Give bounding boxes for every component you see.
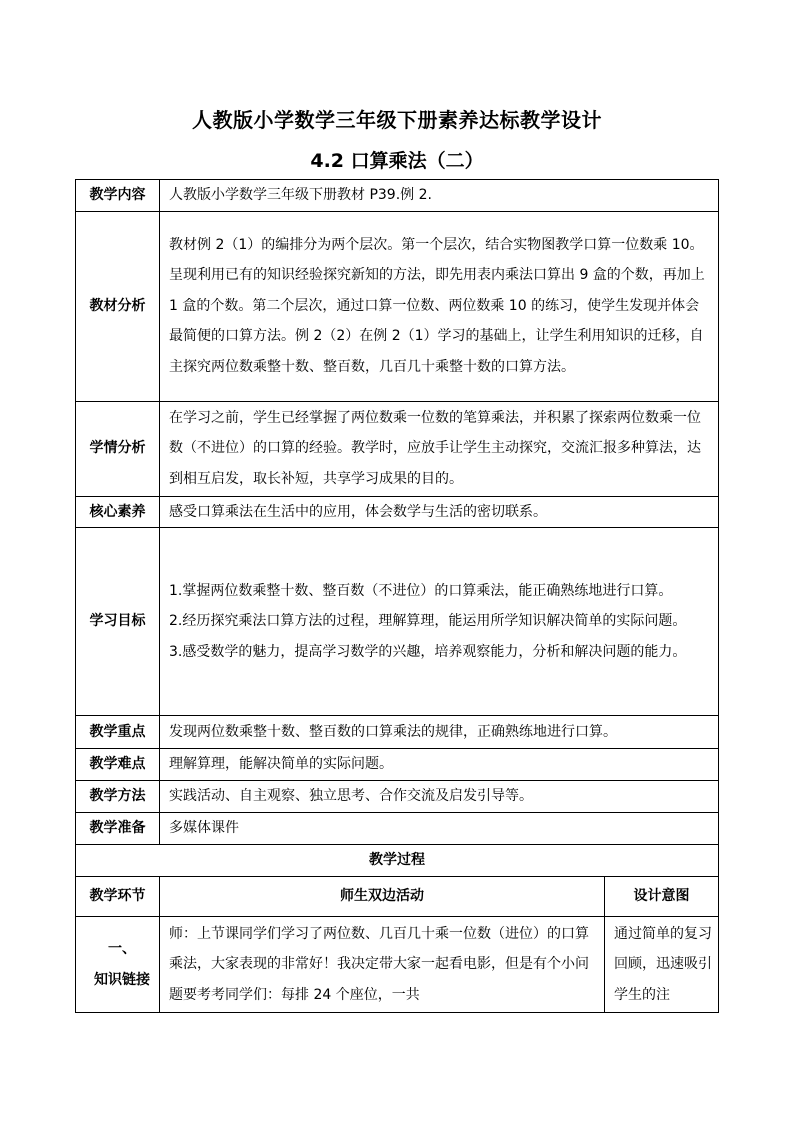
lesson-plan-table — [75, 179, 719, 1013]
value-material-analysis: 教材例 2（1）的编排分为两个层次。第一个层次，结合实物图教学口算一位数乘 10。呈现利用已有的知识经验探究新知的方法，即先用表内乘法口算出 9 盒的个数，再加上 1 盒的个数。第二个层次，通过口算一位数、两位数乘 10 的练习，使学生发现并体会最简便的口算方法。例 2（2）在例 2（1）学习的基础上，让学生利用知识的迁移，自主探究两位数乘整十数、整百数，几百几十乘整十数的口算方法。 — [160, 211, 719, 401]
row-stage-1 — [76, 917, 719, 1013]
learning-goal-item: 3.感受数学的魅力，提高学习数学的兴趣，培养观察能力，分析和解决问题的能力。 — [169, 643, 687, 660]
learning-goal-item: 2.经历探究乘法口算方法的过程，理解算理，能运用所学知识解决简单的实际问题。 — [169, 613, 687, 630]
label-difficulty: 教学难点 — [76, 749, 160, 781]
value-core-literacy: 感受口算乘法在生活中的应用，体会数学与生活的密切联系。 — [160, 496, 719, 528]
value-method: 实践活动、自主观察、独立思考、合作交流及启发引导等。 — [160, 781, 719, 813]
row-preparation — [76, 813, 719, 845]
value-teaching-content: 人教版小学数学三年级下册教材 P39.例 2. — [160, 180, 719, 212]
row-student-analysis — [76, 401, 719, 496]
value-key-point: 发现两位数乘整十数、整百数的口算乘法的规律，正确熟练地进行口算。 — [160, 716, 719, 749]
row-key-point — [76, 716, 719, 749]
row-difficulty — [76, 749, 719, 781]
learning-goal-item: 1.掌握两位数乘整十数、整百数（不进位）的口算乘法，能正确熟练地进行口算。 — [169, 582, 673, 599]
value-student-analysis: 在学习之前，学生已经掌握了两位数乘一位数的笔算乘法，并积累了探索两位数乘一位数（不进位）的口算的经验。教学时，应放手让学生主动探究，交流汇报多种算法，达到相互启发，取长补短，共享学习成果的目的。 — [160, 401, 719, 496]
row-material-analysis — [76, 211, 719, 401]
row-teaching-content — [76, 180, 719, 212]
stage-1-name: 知识链接 — [94, 971, 150, 988]
column-activity: 师生双边活动 — [160, 877, 605, 917]
row-method — [76, 781, 719, 813]
column-stage: 教学环节 — [76, 877, 160, 917]
value-difficulty: 理解算理，能解决简单的实际问题。 — [160, 749, 719, 781]
lesson-subtitle: 4.2 口算乘法（二） — [310, 150, 484, 172]
value-preparation: 多媒体课件 — [160, 813, 719, 845]
label-preparation: 教学准备 — [76, 813, 160, 845]
label-key-point: 教学重点 — [76, 716, 160, 749]
value-learning-goals — [160, 528, 719, 716]
row-core-literacy — [76, 496, 719, 528]
column-intent: 设计意图 — [605, 877, 719, 917]
label-core-literacy: 核心素养 — [76, 496, 160, 528]
label-method: 教学方法 — [76, 781, 160, 813]
label-teaching-content: 教学内容 — [76, 180, 160, 212]
stage-1-intent: 通过简单的复习回顾，迅速吸引学生的注 — [605, 917, 719, 1013]
label-material-analysis: 教材分析 — [76, 211, 160, 401]
label-learning-goals: 学习目标 — [76, 528, 160, 716]
stage-1-label — [76, 917, 160, 1013]
document-title: 人教版小学数学三年级下册素养达标教学设计 — [192, 108, 602, 132]
row-learning-goals — [76, 528, 719, 716]
process-heading: 教学过程 — [76, 845, 719, 877]
label-student-analysis: 学情分析 — [76, 401, 160, 496]
stage-1-activity: 师：上节课同学们学习了两位数、几百几十乘一位数（进位）的口算乘法，大家表现的非常好！我决定带大家一起看电影，但是有个小问题要考考同学们：每排 24 个座位，一共 — [160, 917, 605, 1013]
row-process-heading — [76, 845, 719, 877]
row-process-columns — [76, 877, 719, 917]
stage-1-number: 一、 — [108, 941, 136, 957]
